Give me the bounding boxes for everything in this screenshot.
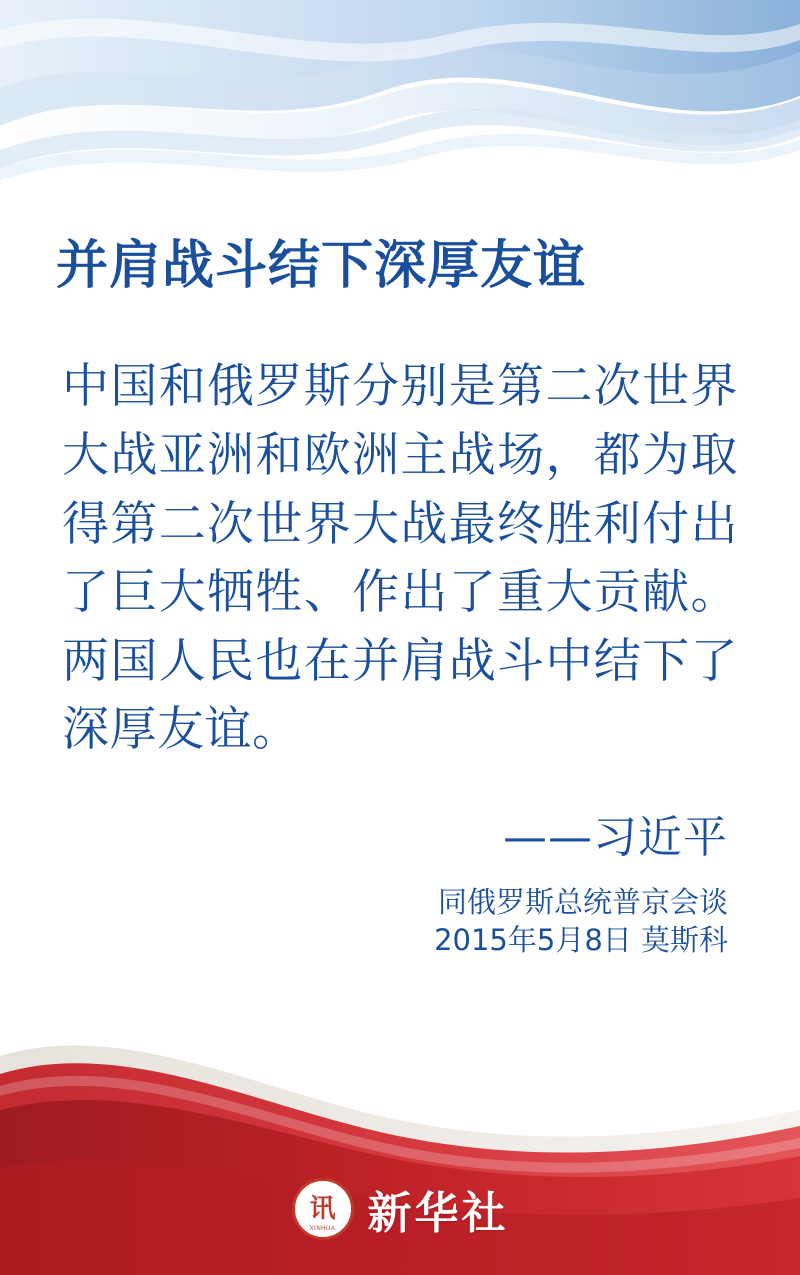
xinhua-emblem-glyph: 讯 — [309, 1194, 336, 1224]
meta-occasion: 同俄罗斯总统普京会谈 — [437, 885, 728, 920]
page-title: 并肩战斗结下深厚友谊 — [56, 236, 587, 296]
top-wave-decoration — [0, 0, 800, 210]
xinhua-emblem-ring-text: XINHUA — [309, 1226, 336, 1232]
quote-meta — [0, 865, 800, 960]
quote-attribution: ——习近平 — [503, 812, 728, 864]
meta-date: 2015年5月8日 莫斯科 — [434, 923, 728, 958]
xinhua-emblem-icon — [292, 1178, 354, 1240]
xinhua-logo-text: 新华社 — [367, 1188, 509, 1239]
quote-body: 中国和俄罗斯分别是第二次世界大战亚洲和欧洲主战场，都为取得第二次世界大战最终胜利付出了巨大牺牲、作出了重大贡献。两国人民也在并肩战斗中结下了深厚友谊。 — [62, 359, 738, 758]
xinhua-logo — [0, 1177, 800, 1241]
poster-content — [0, 236, 800, 960]
